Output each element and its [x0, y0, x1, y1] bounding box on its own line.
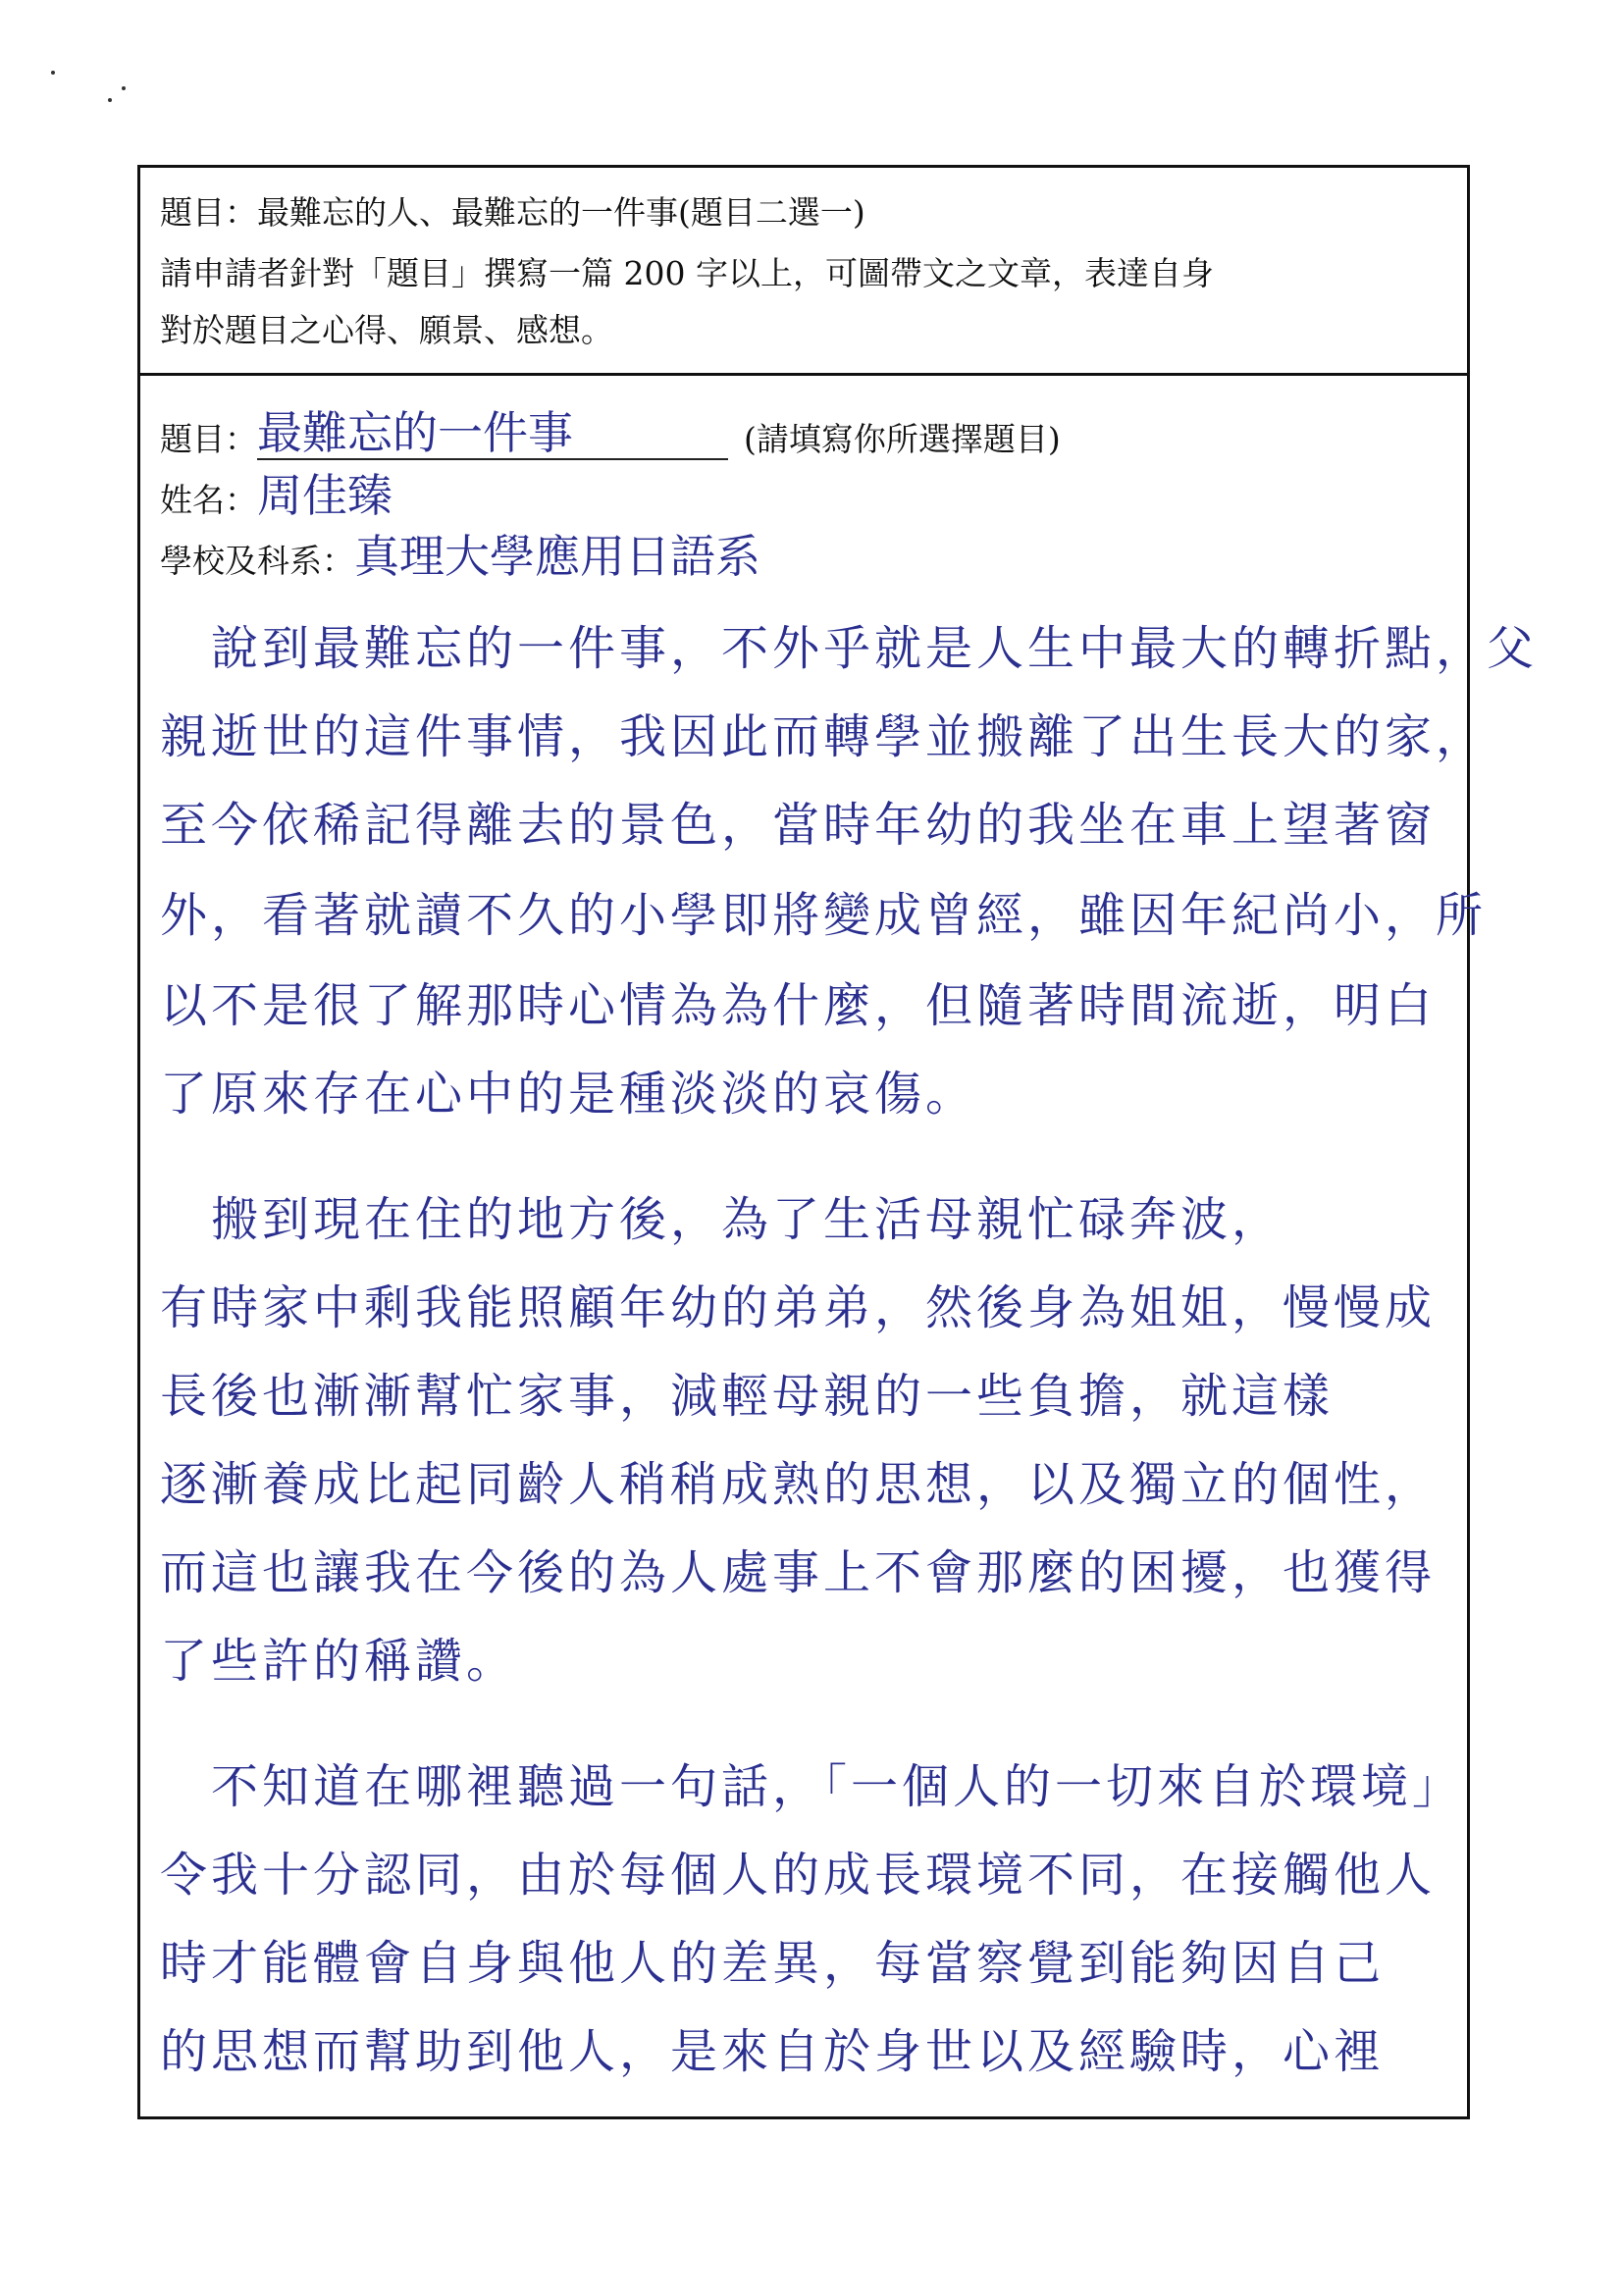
school-value: 真理大學應用日語系 [354, 530, 760, 583]
name-field [160, 462, 393, 521]
school-field [160, 523, 760, 582]
essay-line: 逐漸養成比起同齡人稍稍成熟的思想，以及獨立的個性， [160, 1457, 1437, 1512]
prompt-title: 題目：最難忘的人、最難忘的一件事(題目二選一) [160, 193, 865, 232]
name-value: 周佳臻 [257, 469, 393, 522]
instruction-line-1: 請申請者針對「題目」撰寫一篇 200 字以上，可圖帶文之文章，表達自身 [160, 254, 1214, 292]
essay-line: 長後也漸漸幫忙家事，減輕母親的一些負擔，就這樣 [160, 1369, 1335, 1424]
instruction-line-2: 對於題目之心得、願景、感想。 [160, 311, 613, 349]
title-field [160, 401, 1061, 460]
essay-line: 時才能體會自身與他人的差異，每當察覺到能夠因自己 [160, 1936, 1386, 1991]
essay-line: 親逝世的這件事情，我因此而轉學並搬離了出生長大的家， [160, 709, 1488, 764]
essay-line: 不知道在哪裡聽過一句話，「一個人的一切來自於環境」 [160, 1759, 1464, 1814]
essay-line: 了些許的稱讚。 [160, 1634, 518, 1689]
essay-line: 而這也讓我在今後的為人處事上不會那麼的困擾，也獲得 [160, 1545, 1437, 1600]
essay-line: 外，看著就讀不久的小學即將變成曾經，雖因年紀尚小，所 [160, 888, 1488, 943]
school-label: 學校及科系： [160, 542, 354, 580]
title-label: 題目： [160, 420, 257, 458]
essay-line: 令我十分認同，由於每個人的成長環境不同，在接觸他人 [160, 1848, 1437, 1903]
scan-speck [51, 71, 55, 75]
prompt-section [140, 168, 1467, 376]
title-value: 最難忘的一件事 [257, 407, 728, 460]
essay-line: 有時家中剩我能照顧年幼的弟弟，然後身為姐姐，慢慢成 [160, 1280, 1437, 1335]
essay-line: 說到最難忘的一件事，不外乎就是人生中最大的轉折點，父 [160, 621, 1539, 676]
title-hint: (請填寫你所選擇題目) [744, 420, 1061, 458]
essay-line: 至今依稀記得離去的景色，當時年幼的我坐在車上望著窗 [160, 798, 1437, 853]
essay-form [137, 165, 1539, 2119]
essay-line: 搬到現在住的地方後，為了生活母親忙碌奔波， [160, 1192, 1283, 1247]
scan-speck [122, 86, 126, 90]
essay-line: 了原來存在心中的是種淡淡的哀傷。 [160, 1067, 977, 1122]
scan-speck [108, 98, 112, 102]
essay-line: 的思想而幫助到他人，是來自於身世以及經驗時，心裡 [160, 2024, 1386, 2079]
name-label: 姓名： [160, 481, 257, 519]
essay-line: 以不是很了解那時心情為為什麼，但隨著時間流逝，明白 [160, 978, 1437, 1033]
